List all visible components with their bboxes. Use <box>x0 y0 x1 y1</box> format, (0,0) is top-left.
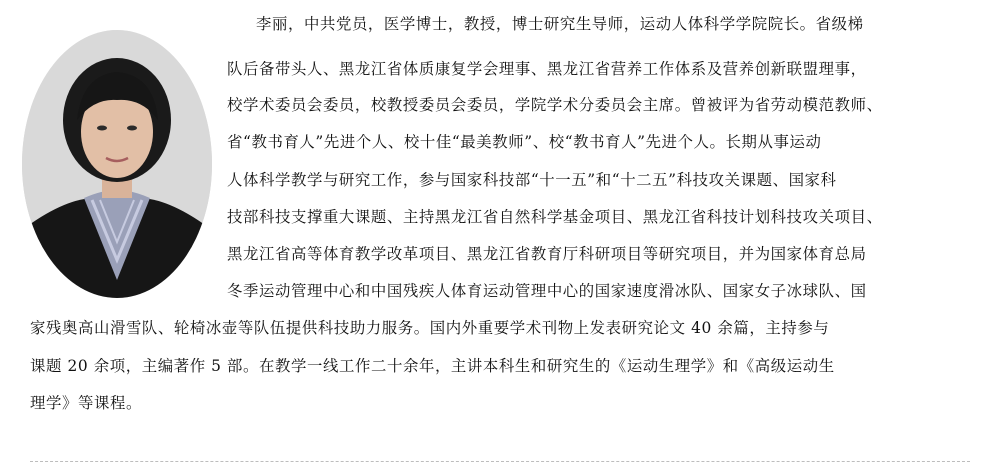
bio-line: 技部科技支撑重大课题、主持黑龙江省自然科学基金项目、黑龙江省科技计划科技攻关项目、 <box>227 208 883 226</box>
bio-line: 课题 20 余项，主编著作 5 部。在教学一线工作二十余年，主讲本科生和研究生的《运动生理学》和《高级运动生 <box>30 357 835 375</box>
bio-line: 家残奥高山滑雪队、轮椅冰壶等队伍提供科技助力服务。国内外重要学术刊物上发表研究论文 40 余篇，主持参与 <box>30 319 830 337</box>
bio-line: 省“教书育人”先进个人、校十佳“最美教师”、校“教书育人”先进个人。长期从事运动 <box>227 133 822 151</box>
bio-line: 校学术委员会委员，校教授委员会委员，学院学术分委员会主席。曾被评为省劳动模范教师、 <box>227 96 883 114</box>
bio-line: 理学》等课程。 <box>30 394 142 412</box>
bio-line: 冬季运动管理中心和中国残疾人体育运动管理中心的国家速度滑冰队、国家女子冰球队、国 <box>227 282 867 300</box>
bio-line: 李丽，中共党员，医学博士，教授，博士研究生导师，运动人体科学学院院长。省级梯 <box>256 15 864 33</box>
bio-line: 队后备带头人、黑龙江省体质康复学会理事、黑龙江省营养工作体系及营养创新联盟理事， <box>227 60 867 78</box>
bio-line: 黑龙江省高等体育教学改革项目、黑龙江省教育厅科研项目等研究项目，并为国家体育总局 <box>227 245 867 263</box>
bio-line: 人体科学教学与研究工作，参与国家科技部“十一五”和“十二五”科技攻关课题、国家科 <box>227 171 837 189</box>
page-bottom-divider <box>30 461 970 462</box>
